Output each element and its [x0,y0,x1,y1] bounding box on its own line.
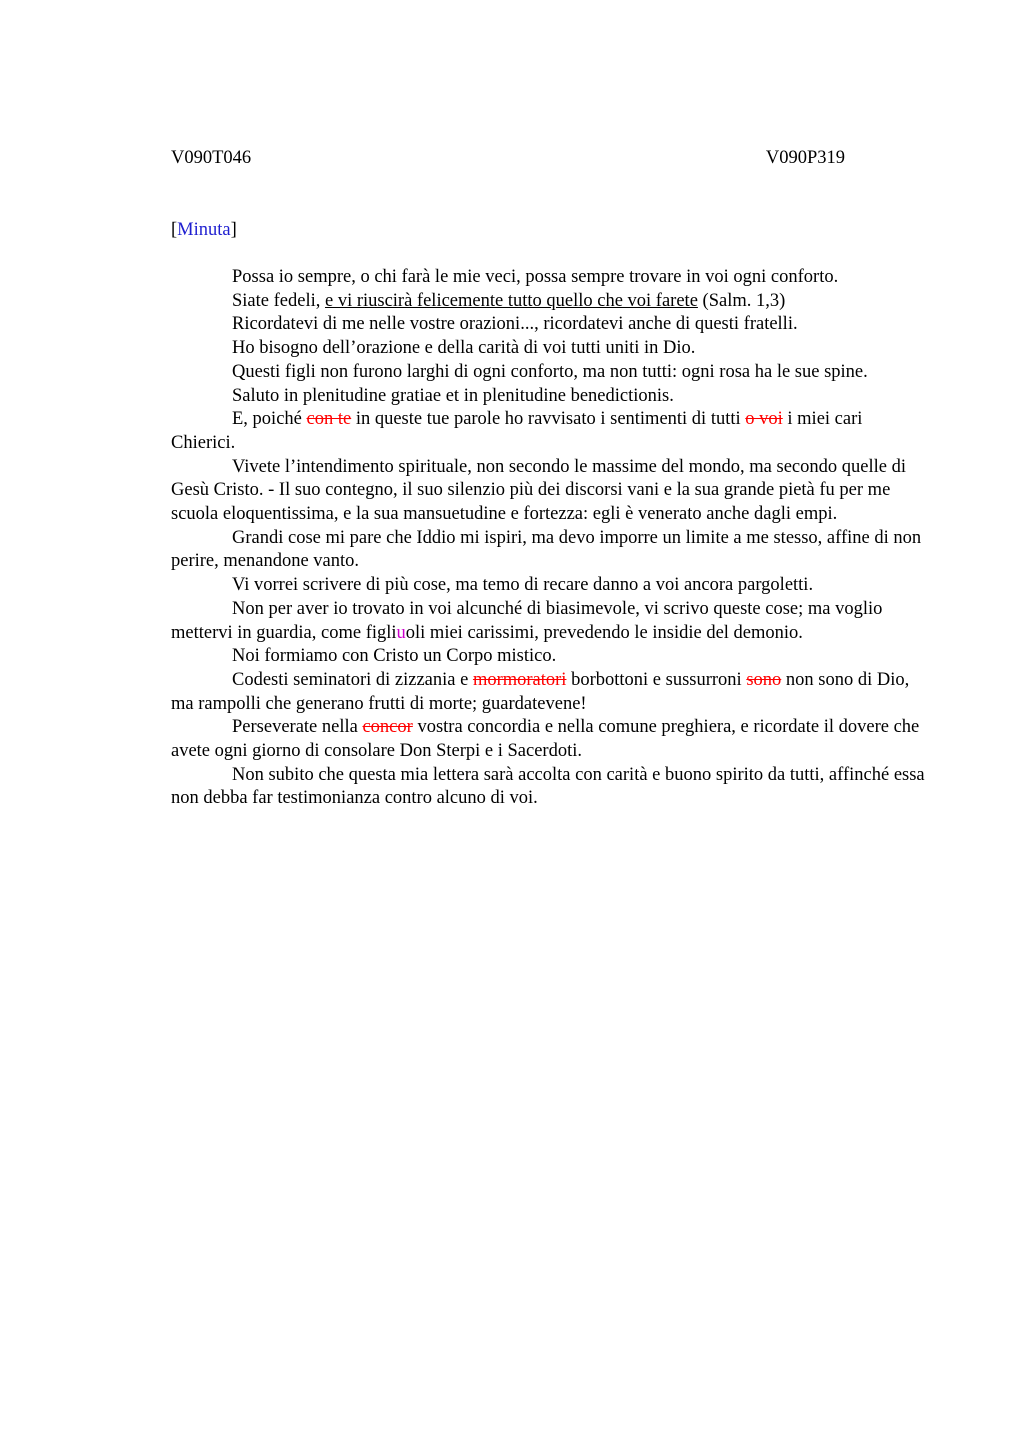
deleted-text: o voi [745,409,783,430]
inserted-letter: u [396,622,406,643]
deleted-text: sono [746,669,782,690]
letter-body [171,266,931,811]
paragraph-13-text-a: Codesti seminatori di zizzania e [232,669,473,690]
paragraph-2 [171,290,931,314]
paragraph-14-text-b: vostra concordia e nella comune preghiera, e ricordate il dovere che avete ogni giorno di consolare Don Sterpi e i Sacerdoti. [171,717,920,762]
draft-note-label: Minuta [177,220,231,240]
paragraph-11-text-a: Non per aver io trovato in voi alcunché di biasimevole, vi scrivo queste cose; ma voglio mettervi in guardia, come figli [171,598,883,643]
paragraph-14 [171,716,931,763]
deleted-text: mormoratori [472,669,567,690]
paragraph-2-text: Siate fedeli, [232,290,325,311]
paragraph-1: Possa io sempre, o chi farà le mie veci, possa sempre trovare in voi ogni conforto. [232,267,839,287]
paragraph-9: Grandi cose mi pare che Iddio mi ispiri, ma devo imporre un limite a me stesso, affine di non perire, menandone vanto. [171,527,922,572]
paragraph-3: Ricordatevi di me nelle vostre orazioni..., ricordatevi anche di questi fratelli. [232,314,798,335]
paragraph-13-text-c: non sono di Dio, ma rampolli che generano frutti di morte; guardatevene! [171,669,910,714]
paragraph-4: Ho bisogno dell’orazione e della carità di voi tutti uniti in Dio. [232,338,696,359]
paragraph-7-text-a: E, poiché [232,409,307,430]
paragraph-7 [171,408,931,455]
paragraph-7-text-b: in queste tue parole ho ravvisato i sentimenti di tutti [351,409,746,430]
paragraph-5: Questi figli non furono larghi di ogni conforto, ma non tutti: ogni rosa ha le sue spine. [232,361,868,382]
paragraph-14-text-a: Perseverate nella [232,717,363,738]
paragraph-12: Noi formiamo con Cristo un Corpo mistico. [232,646,557,667]
paragraph-10: Vi vorrei scrivere di più cose, ma temo di recare danno a voi ancora pargoletti. [232,575,814,596]
close-bracket: ] [230,220,237,240]
paragraph-11-text-b: oli miei carissimi, prevedendo le insidie del demonio. [405,622,803,643]
page-code-right: V090P319 [765,148,845,168]
psalm-reference: (Salm. 1,3) [697,290,786,311]
paragraph-7-text-c: i miei cari Chierici. [171,409,863,453]
paragraph-13-text-b: borbottoni e sussurroni [566,669,747,690]
paragraph-13 [171,669,931,716]
document-code-left: V090T046 [171,148,252,168]
underlined-quote: e vi riuscirà felicemente tutto quello che voi farete [324,290,698,311]
deleted-text: concor [362,717,413,738]
paragraph-15: Non subito che questa mia lettera sarà accolta con carità e buono spirito da tutti, affinché essa non debba far testimonianza contro alcuno di voi. [171,764,925,809]
open-bracket: [ [171,220,178,240]
paragraph-6: Saluto in plenitudine gratiae et in plenitudine benedictionis. [232,385,674,406]
paragraph-8: Vivete l’intendimento spirituale, non secondo le massime del mondo, ma secondo quelle di Gesù Cristo. - Il suo contegno, il suo silenzio più dei discorsi vani e la sua grande pietà fu per me scuola eloquentissima, e la sua mansuetudine e fortezza: egli è venerato anche dagli empi. [171,456,906,525]
draft-note [171,218,237,242]
deleted-text: con te [306,409,352,430]
paragraph-11 [171,598,931,645]
